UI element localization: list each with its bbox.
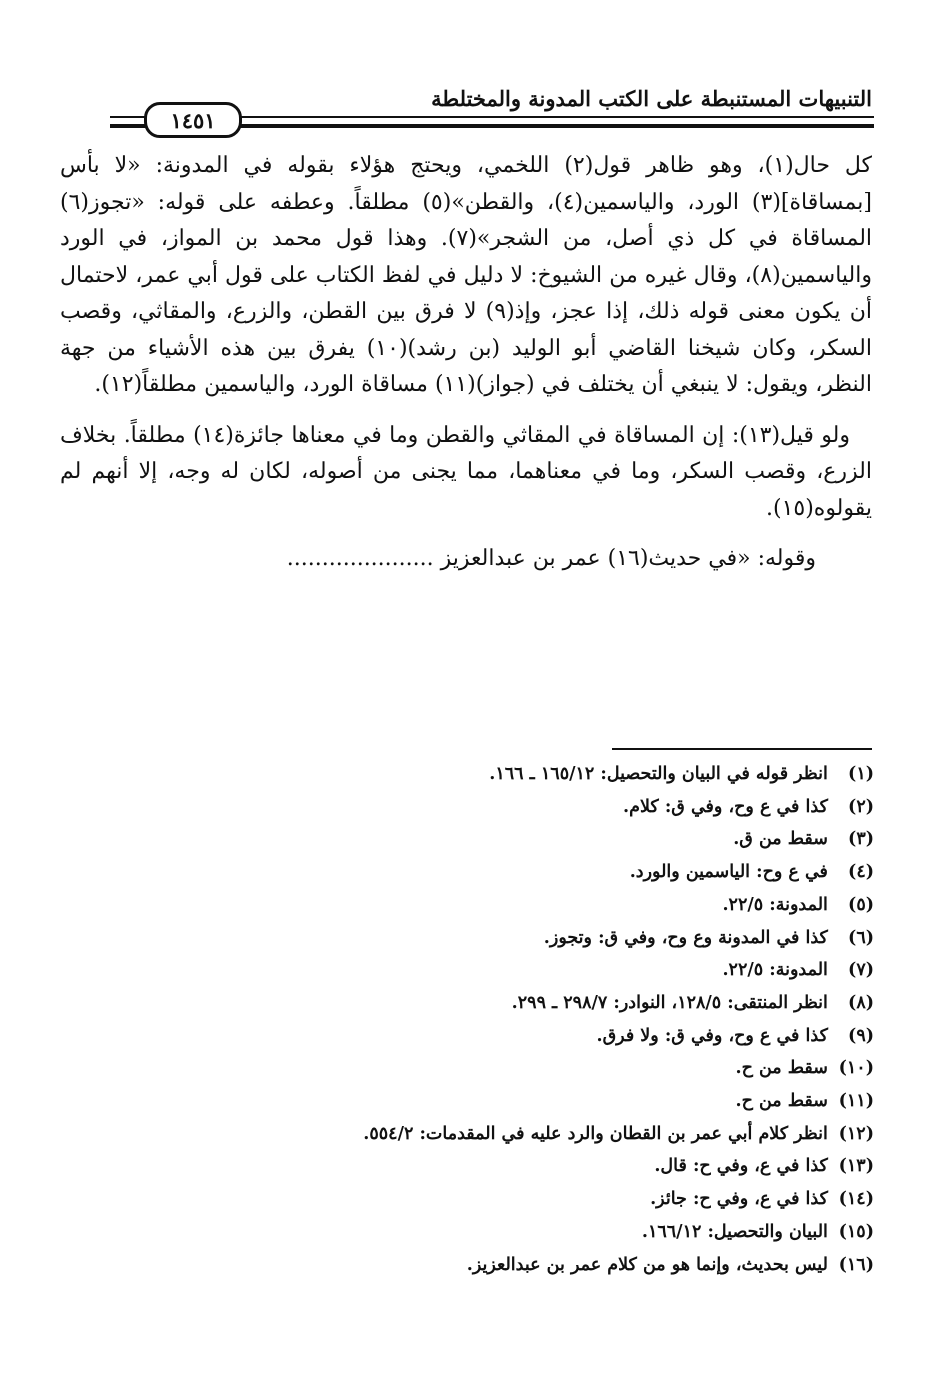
- footnote-item: [60, 823, 874, 856]
- footnote-number: (٩): [848, 1025, 874, 1046]
- dotted-leader: .....................: [286, 546, 434, 571]
- footnote-number: (٥): [848, 894, 874, 915]
- footnote-item: [60, 889, 874, 922]
- footnote-text: كذا في المدونة وع وح، وفي ق: وتجوز.: [543, 927, 828, 948]
- paragraph-3-text: وقوله: «في حديث(١٦) عمر بن عبدالعزيز: [440, 546, 816, 571]
- footnote-item: [60, 1118, 874, 1151]
- footnote-text: كذا في ع وح، وفي ق: ولا فرق.: [596, 1025, 828, 1046]
- footnote-text: انظر كلام أبي عمر بن القطان والرد عليه في المقدمات: ٥٥٤/٢.: [363, 1123, 828, 1144]
- footnote-item: [60, 856, 874, 889]
- footnote-number: (٢): [848, 796, 874, 817]
- footnote-number: (١٢): [838, 1123, 874, 1144]
- footnote-item: [60, 1183, 874, 1216]
- footnote-text: انظر قوله في البيان والتحصيل: ١٦٥/١٢ ـ ١٦٦.: [489, 764, 828, 784]
- footnote-text: في ع وح: الياسمين والورد.: [629, 862, 828, 883]
- footnote-text: كذا في ع وح، وفي ق: كلام.: [623, 796, 828, 817]
- footnote-item: [60, 987, 874, 1020]
- footnote-item: [60, 954, 874, 987]
- footnote-item: [60, 1052, 874, 1085]
- running-title: التنبيهات المستنبطة على الكتب المدونة والمختلطة: [431, 86, 872, 111]
- footnote-number: (٦): [848, 927, 874, 948]
- paragraph-1: كل حال(١)، وهو ظاهر قول(٢) اللخمي، ويحتج هؤلاء بقوله في المدونة: «لا بأس [بمساقاة](٣) الورد، والياسمين(٤)، والقطن»(٥) مطلقاً. وعطفه على قوله: «تجوز(٦) المساقاة في كل ذي أصل، من الشجر»(٧). وهذا قول محمد بن المواز، في الورد والياسمين(٨)، وقال غيره من الشيوخ: لا دليل في لفظ الكتاب على قول أبي عمر، لاحتمال أن يكون معنى قوله ذلك، إذا عجز، وإذ(٩) لا فرق بين القطن، والزرع، والمقاثي، وقصب السكر، وكان شيخنا القاضي أبو الوليد (بن رشد)(١٠) يفرق بين هذه الأشياء من جهة النظر، ويقول: لا ينبغي أن يختلف في (جواز)(١١) مساقاة الورد، والياسمين مطلقاً(١٢).: [60, 153, 873, 397]
- paragraph-2: ولو قيل(١٣): إن المساقاة في المقاثي والقطن وما في معناها جائزة(١٤) مطلقاً. بخلاف الزرع، وقصب السكر، وما في معناهما، مما يجنى من أصوله، لكان له وجه، إلا أنهم لم يقولوه(١٥).: [60, 422, 872, 521]
- footnote-item: [60, 758, 874, 791]
- footnote-text: المدونة: ٢٢/٥.: [722, 894, 828, 915]
- footnote-text: كذا في ع، وفي ح: قال.: [654, 1156, 828, 1177]
- footnote-item: [60, 1249, 874, 1282]
- footnote-item: [60, 791, 874, 824]
- footnote-number: (٨): [848, 992, 874, 1013]
- paragraph-3: [60, 541, 872, 578]
- footnote-number: (١٥): [838, 1221, 874, 1242]
- footnote-text: سقط من ح.: [735, 1091, 828, 1112]
- footnote-item: [60, 1085, 874, 1118]
- page-number: ١٤٥١: [144, 102, 242, 138]
- footnote-item: [60, 1216, 874, 1249]
- footnote-separator: [612, 748, 872, 750]
- footnote-text: ليس بحديث، وإنما هو من كلام عمر بن عبدالعزيز.: [466, 1254, 828, 1275]
- footnote-item: [60, 1020, 874, 1053]
- footnote-item: [60, 1150, 874, 1183]
- footnote-number: (٧): [848, 960, 874, 981]
- footnote-text: سقط من ح.: [735, 1058, 828, 1079]
- footnote-number: (١٠): [838, 1058, 874, 1079]
- footnote-number: (١٣): [838, 1156, 874, 1177]
- footnote-number: (٣): [848, 829, 874, 850]
- footnotes: [60, 758, 874, 1281]
- footnote-text: المدونة: ٢٢/٥.: [722, 960, 828, 981]
- footnote-number: (١١): [838, 1091, 874, 1112]
- footnote-number: (١): [848, 764, 874, 784]
- footnote-number: (٤): [848, 862, 874, 883]
- footnote-text: سقط من ق.: [733, 829, 828, 850]
- footnote-text: انظر المنتقى: ١٢٨/٥، النوادر: ٢٩٨/٧ ـ ٢٩٩.: [511, 992, 828, 1013]
- main-text: [60, 148, 872, 578]
- footnote-text: البيان والتحصيل: ١٦٦/١٢.: [641, 1221, 828, 1242]
- footnote-item: [60, 922, 874, 955]
- footnote-number: (١٦): [838, 1254, 874, 1275]
- footnote-number: (١٤): [838, 1189, 874, 1210]
- footnote-text: كذا في ع، وفي ح: جائز.: [650, 1189, 828, 1210]
